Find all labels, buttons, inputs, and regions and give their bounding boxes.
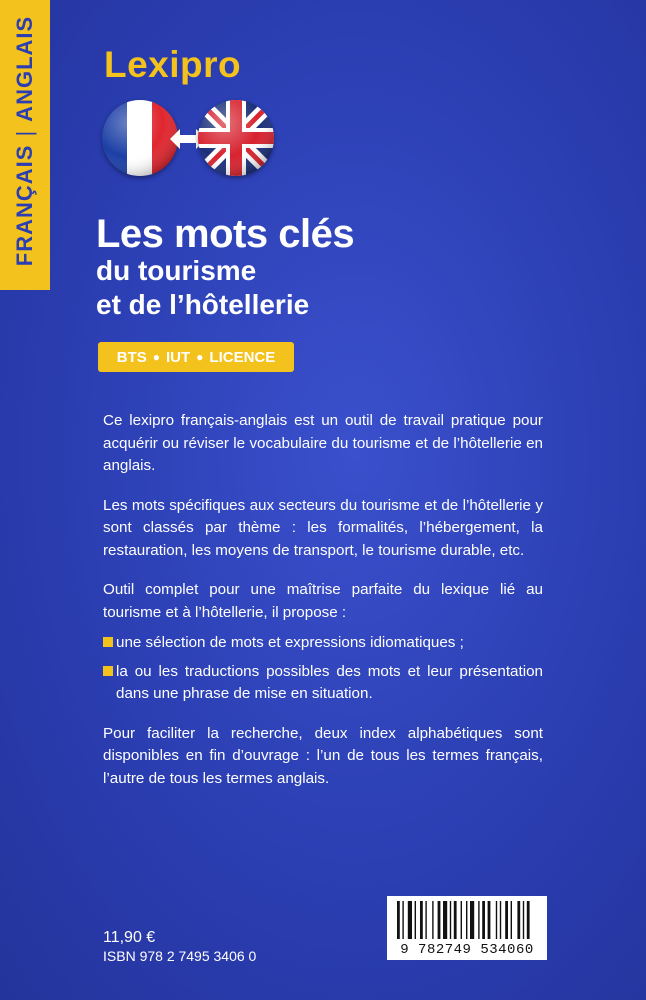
- barcode-bar: [415, 901, 416, 939]
- barcode-bar: [505, 901, 508, 939]
- barcode-bar: [466, 901, 467, 939]
- brand-logo: Lexipro: [104, 44, 242, 85]
- uk-flag-icon: [198, 100, 274, 176]
- language-left: FRANÇAIS: [12, 144, 37, 267]
- barcode-bar: [397, 901, 400, 939]
- barcode-bar: [511, 901, 512, 939]
- barcode: [387, 896, 547, 960]
- flags-group: [102, 100, 282, 180]
- barcode-bar: [482, 901, 485, 939]
- barcode-bar: [408, 901, 412, 939]
- barcode-bar: [402, 901, 403, 939]
- barcode-bar: [527, 901, 530, 939]
- barcode-bar: [438, 901, 441, 939]
- barcode-bar: [443, 901, 447, 939]
- barcode-bar: [450, 901, 451, 939]
- level-separator-dot: ●: [196, 350, 204, 364]
- price: 11,90 €: [103, 929, 156, 946]
- barcode-bar: [432, 901, 433, 939]
- barcode-bar: [496, 901, 497, 939]
- level-separator-dot: ●: [152, 350, 160, 364]
- description-paragraph-2: Les mots spécifiques aux secteurs du tourisme et de l’hôtellerie y sont classés par thème : les formalités, l’hébergement, la restauration, les moyens de transport, le tourisme durable, etc.: [103, 496, 543, 559]
- description-paragraph-4: Pour faciliter la recherche, deux index alphabétiques sont disponibles en fin d’ouvrage : l’un de tous les termes français, l’autre de tous les termes anglais.: [103, 724, 543, 787]
- language-tab-label: [4, 0, 46, 286]
- barcode-bar: [461, 901, 462, 939]
- french-flag-icon: [102, 100, 178, 176]
- barcode-bar: [420, 901, 423, 939]
- barcode-bar: [488, 901, 491, 939]
- language-right: ANGLAIS: [12, 15, 37, 122]
- level-iut: IUT: [165, 348, 191, 366]
- barcode-bar: [517, 901, 520, 939]
- feature-text: la ou les traductions possibles des mots et leur présentation dans une phrase de mise en situation.: [116, 662, 543, 702]
- description-paragraph-3: Outil complet pour une maîtrise parfaite du lexique lié au tourisme et à l’hôtellerie, il propose :: [103, 581, 543, 621]
- description-paragraph-1: Ce lexipro français-anglais est un outil de travail pratique pour acquérir ou réviser le vocabulaire du tourisme et de l’hôtellerie en anglais.: [103, 412, 543, 474]
- book-title: Les mots clés: [96, 212, 355, 256]
- barcode-digits: 9 782749 534060: [400, 942, 534, 958]
- square-bullet-icon: [103, 637, 113, 647]
- barcode-bars: [387, 896, 547, 942]
- book-subtitle-line-2: et de l’hôtellerie: [96, 289, 310, 320]
- barcode-bar: [470, 901, 474, 939]
- feature-list-item: [103, 632, 543, 655]
- square-bullet-icon: [103, 666, 113, 676]
- level-badge: [98, 342, 294, 372]
- feature-list-item: [103, 661, 543, 706]
- barcode-bar: [478, 901, 479, 939]
- barcode-bar: [454, 901, 457, 939]
- level-bts: BTS: [116, 348, 147, 366]
- language-separator: |: [12, 129, 37, 137]
- feature-list: [103, 632, 543, 706]
- isbn: ISBN 978 2 7495 3406 0: [103, 948, 257, 964]
- description: [103, 410, 543, 807]
- barcode-bar: [425, 901, 426, 939]
- barcode-bar: [523, 901, 524, 939]
- feature-text: une sélection de mots et expressions idiomatiques ;: [116, 634, 464, 651]
- level-licence: LICENCE: [209, 348, 276, 366]
- barcode-bar: [500, 901, 501, 939]
- book-subtitle-line-1: du tourisme: [96, 255, 257, 286]
